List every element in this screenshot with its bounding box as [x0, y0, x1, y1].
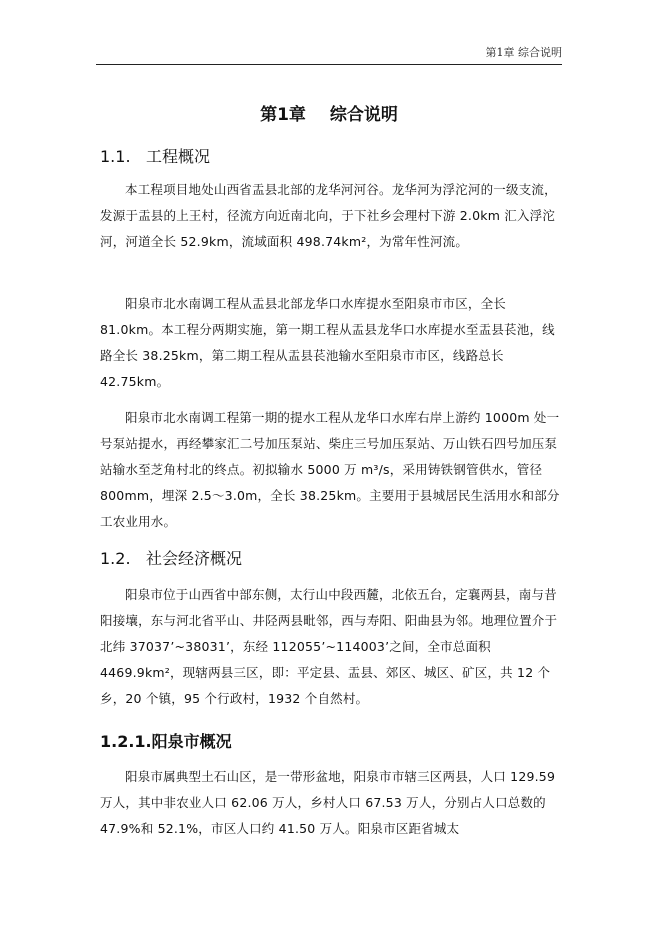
chapter-title	[96, 100, 562, 125]
header-rule	[96, 64, 562, 65]
section-heading-1-2	[100, 546, 242, 569]
subsection-title: 阳泉市概况	[151, 732, 232, 751]
subsection-number: 1.2.1.	[100, 732, 152, 751]
paragraph: 阳泉市北水南调工程第一期的提水工程从龙华口水库右岸上游约 1000m 处一号泵站提水，再经攀家汇二号加压泵站、柴庄三号加压泵站、万山铁石四号加压泵站输水至芝角村北的终点。初拟输水 5000 万 m³/s，采用铸铁钢管供水，管径 800mm，埋深 2.5～3.0m，全长 38.25km。主要用于县城居民生活用水和部分工农业用水。	[100, 410, 560, 529]
chapter-name: 综合说明	[329, 105, 398, 125]
subsection-heading-1-2-1	[100, 729, 232, 752]
paragraph: 阳泉市北水南调工程从盂县北部龙华口水库提水至阳泉市市区，全长 81.0km。本工程分两期实施，第一期工程从盂县龙华口水库提水至盂县苌池，线路全长 38.25km，第二期工程从盂县苌池输水至阳泉市市区，线路总长 42.75km。	[100, 296, 555, 389]
running-header-text: 第1章 综合说明	[485, 46, 562, 59]
section-title: 社会经济概况	[146, 549, 243, 568]
chapter-number: 第1章	[260, 105, 306, 125]
section-number: 1.2.	[100, 549, 131, 568]
paragraph: 本工程项目地处山西省盂县北部的龙华河河谷。龙华河为浮沱河的一级支流，发源于盂县的上王村，径流方向近南北向，于下社乡会理村下游 2.0km 汇入浮沱河，河道全长 52.9km，流域面积 498.74km²，为常年性河流。	[100, 182, 557, 249]
section-title: 工程概况	[146, 147, 211, 166]
paragraph: 阳泉市位于山西省中部东侧，太行山中段西麓，北依五台，定襄两县，南与昔阳接壤，东与河北省平山、井陉两县毗邻，西与寿阳、阳曲县为邻。地理位置介于北纬 37037’~38031’，东经 112055’~114003’之间，全市总面积 4469.9km²，现辖两县三区，即：平定县、盂县、郊区、城区、矿区，共 12 个乡，20 个镇，95 个行政村，1932 个自然村。	[100, 587, 558, 706]
section-heading-1-1	[100, 144, 210, 167]
section-number: 1.1.	[100, 147, 131, 166]
paragraph: 阳泉市属典型土石山区，是一带形盆地，阳泉市市辖三区两县，人口 129.59 万人，其中非农业人口 62.06 万人，乡村人口 67.53 万人，分别占人口总数的 47.9%和 52.1%，市区人口约 41.50 万人。阳泉市区距省城太	[100, 769, 556, 836]
running-header	[96, 44, 562, 60]
